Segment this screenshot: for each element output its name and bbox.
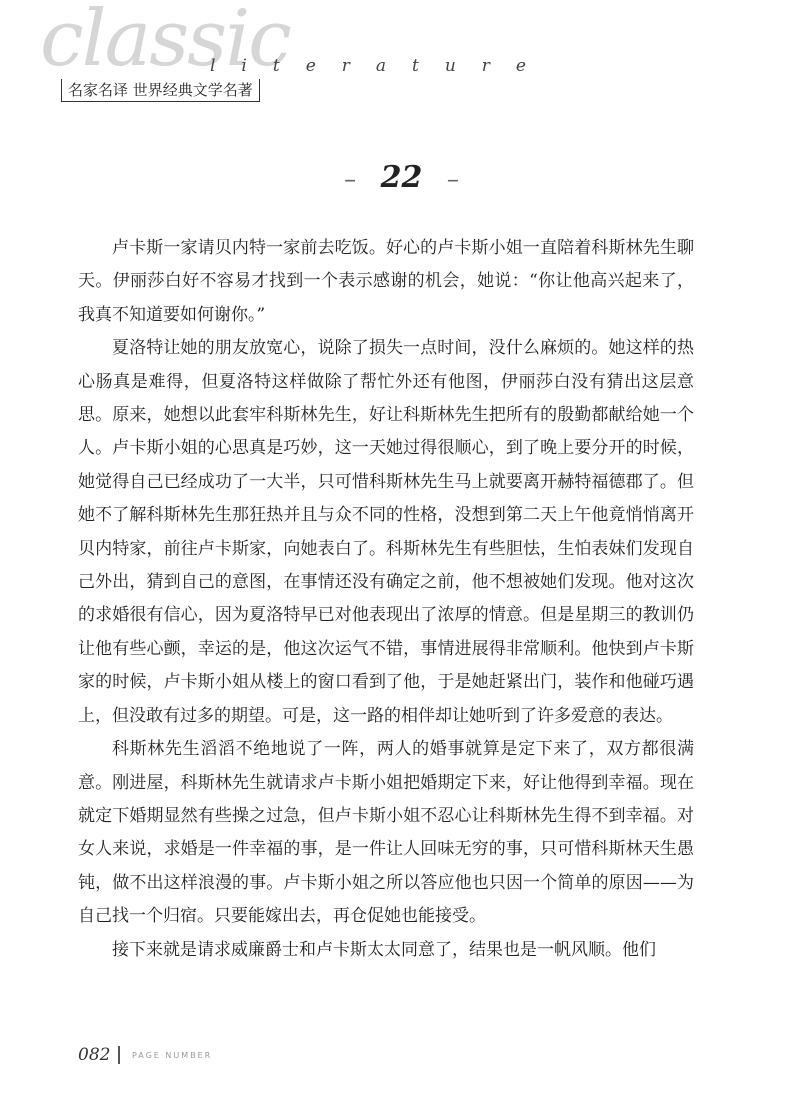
- chapter-dash-left: –: [344, 165, 357, 193]
- chapter-dash-right: –: [446, 165, 459, 193]
- page-number-label: PAGE NUMBER: [131, 1050, 213, 1060]
- page-footer: [78, 1044, 212, 1066]
- series-title: 名家名译 世界经典文学名著: [61, 79, 260, 102]
- header-decorative-literature: literature: [210, 56, 552, 76]
- paragraph: 卢卡斯一家请贝内特一家前去吃饭。好心的卢卡斯小姐一直陪着科斯林先生聊天。伊丽莎白好不容易才找到一个表示感谢的机会，她说：“你让他高兴起来了，我真不知道要如何谢你。”: [78, 238, 694, 325]
- chapter-body: [78, 232, 694, 967]
- footer-divider: [118, 1046, 120, 1064]
- header-decorative-classic: classic: [40, 0, 290, 84]
- paragraph: 科斯林先生滔滔不绝地说了一阵，两人的婚事就算是定下来了，双方都很满意。刚进屋，科斯林先生就请求卢卡斯小姐把婚期定下来，好让他得到幸福。现在就定下婚期显然有些操之过急，但卢卡斯小姐不忍心让科斯林先生得不到幸福。对女人来说，求婚是一件幸福的事，是一件让人回味无穷的事，只可惜科斯林天生愚钝，做不出这样浪漫的事。卢卡斯小姐之所以答应他也只因一个简单的原因——为自己找一个归宿。只要能嫁出去，再仓促她也能接受。: [78, 739, 694, 927]
- page-number: 082: [78, 1045, 111, 1065]
- chapter-heading: [0, 160, 803, 195]
- paragraph: 夏洛特让她的朋友放宽心，说除了损失一点时间，没什么麻烦的。她这样的热心肠真是难得，但夏洛特这样做除了帮忙外还有他图，伊丽莎白没有猜出这层意思。原来，她想以此套牢科斯林先生，好让科斯林先生把所有的殷勤都献给她一个人。卢卡斯小姐的心思真是巧妙，这一天她过得很顺心，到了晚上要分开的时候，她觉得自己已经成功了一大半，只可惜科斯林先生马上就要离开赫特福德郡了。但她不了解科斯林先生那狂热并且与众不同的性格，没想到第二天上午他竟悄悄离开贝内特家，前往卢卡斯家，向她表白了。科斯林先生有些胆怯，生怕表妹们发现自己外出，猜到自己的意图，在事情还没有确定之前，他不想被她们发现。他对这次的求婚很有信心，因为夏洛特早已对他表现出了浓厚的情意。但是星期三的教训仍让他有些心颤，幸运的是，他这次运气不错，事情进展得非常顺利。他快到卢卡斯家的时候，卢卡斯小姐从楼上的窗口看到了他，于是她赶紧出门，装作和他碰巧遇上，但没敢有过多的期望。可是，这一路的相伴却让她听到了许多爱意的表达。: [78, 338, 694, 726]
- chapter-number: 22: [380, 160, 423, 195]
- paragraph: 接下来就是请求威廉爵士和卢卡斯太太同意了，结果也是一帆风顺。他们: [112, 939, 656, 960]
